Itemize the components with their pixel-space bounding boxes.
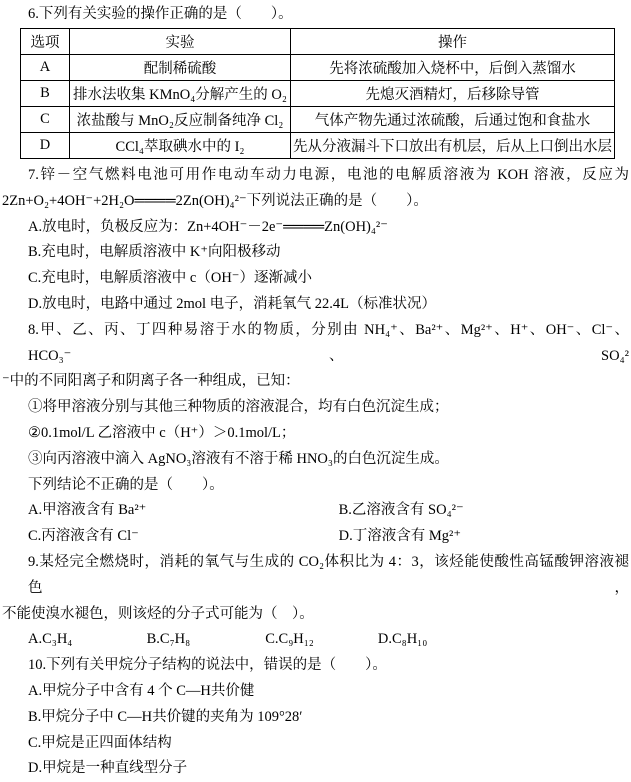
q8-ask: 下列结论不正确的是（ ）。	[28, 476, 224, 493]
q9-option-b: B.C₇H₈	[146, 631, 191, 648]
q6-row-c-experiment: 浓盐酸与 MnO₂反应制备纯净 Cl₂	[70, 107, 291, 133]
q6-row-b-experiment: 排水法收集 KMnO₄分解产生的 O₂	[70, 81, 291, 107]
q8-stem-line2: ⁻中的不同阳离子和阴离子各一种组成，已知：	[2, 373, 300, 390]
q10-option-b: B.甲烷分子中 C—H共价键的夹角为 109°28′	[28, 708, 303, 725]
q9-option-a: A.C₃H₄	[28, 631, 73, 648]
q6-table-row-b	[21, 81, 615, 107]
q9-options-row	[2, 627, 630, 653]
q9-option-d: D.C₈H₁₀	[377, 631, 428, 648]
q8-clue-2: ②0.1mol/L 乙溶液中 c（H⁺）＞0.1mol/L；	[28, 424, 296, 441]
q6-table-row-a	[21, 55, 615, 81]
q6-table-row-d	[21, 133, 615, 159]
q6-row-b-option: B	[21, 81, 70, 107]
q8-option-d: D.丁溶液含有 Mg²⁺	[338, 528, 461, 545]
q8-clue-1: ①将甲溶液分别与其他三种物质的溶液混合，均有白色沉淀生成；	[28, 399, 449, 416]
q7-stem-line1: 7.锌－空气燃料电池可用作电动车动力电源，电池的电解质溶液为 KOH 溶液，反应为	[28, 167, 629, 183]
q10-option-c: C.甲烷是正四面体结构	[28, 734, 172, 751]
q6-table-header-option: 选项	[21, 29, 70, 55]
q8-option-c: C.丙溶液含有 Cl⁻	[28, 528, 139, 545]
q8-option-a: A.甲溶液含有 Ba²⁺	[28, 502, 147, 519]
q6-row-d-experiment: CCl₄萃取碘水中的 I₂	[70, 133, 291, 159]
q6-table-header-row	[21, 29, 615, 55]
q7-stem-line2: 2Zn+O₂+4OH⁻+2H₂O════2Zn(OH)₄²⁻下列说法正确的是（ ）。	[2, 192, 428, 209]
q8-option-b: B.乙溶液含有 SO₄²⁻	[338, 502, 464, 519]
q10-option-d: D.甲烷是一种直线型分子	[28, 760, 188, 777]
q6-table-row-c	[21, 107, 615, 133]
q8-stem-line1: 8.甲、乙、丙、丁四种易溶于水的物质，分别由 NH₄⁺、Ba²⁺、Mg²⁺、H⁺、OH⁻、Cl⁻、HCO₃⁻、SO₄²	[28, 321, 629, 364]
q8-options-row-1	[2, 498, 630, 524]
q6-row-a-operation: 先将浓硫酸加入烧杯中，后倒入蒸馏水	[291, 55, 615, 81]
q8-options-row-2	[2, 524, 630, 550]
q6-table-header-operation: 操作	[291, 29, 615, 55]
q9-option-c: C.C₉H₁₂	[265, 631, 314, 648]
q10-stem: 10.下列有关甲烷分子结构的说法中，错误的是（ ）。	[28, 657, 387, 674]
q6-stem: 6.下列有关实验的操作正确的是（ ）。	[28, 6, 293, 22]
q6-table-header-experiment: 实验	[70, 29, 291, 55]
q6-row-a-option: A	[21, 55, 70, 81]
q9-stem-line2: 不能使溴水褪色，则该烃的分子式可能为（ ）。	[2, 605, 314, 622]
q6-row-a-experiment: 配制稀硫酸	[70, 55, 291, 81]
q7-option-a: A.放电时，负极反应为：Zn+4OH⁻－2e⁻════Zn(OH)₄²⁻	[28, 218, 388, 235]
q7-option-b: B.充电时，电解质溶液中 K⁺向阳极移动	[28, 244, 281, 261]
q7-option-d: D.放电时，电路中通过 2mol 电子，消耗氧气 22.4L（标准状况）	[28, 295, 437, 312]
q8-clue-3: ③向丙溶液中滴入 AgNO₃溶液有不溶于稀 HNO₃的白色沉淀生成。	[28, 450, 449, 467]
q7-option-c: C.充电时，电解质溶液中 c（OH⁻）逐渐减小	[28, 270, 312, 287]
q6-row-d-operation: 先从分液漏斗下口放出有机层，后从上口倒出水层	[291, 133, 615, 159]
q9-stem-line1: 9.某烃完全燃烧时，消耗的氧气与生成的 CO₂体积比为 4：3，该烃能使酸性高锰酸钾溶液褪色，	[28, 553, 629, 596]
q6-row-d-option: D	[21, 133, 70, 159]
q6-row-c-option: C	[21, 107, 70, 133]
q6-row-b-operation: 先熄灭酒精灯，后移除导管	[291, 81, 615, 107]
q6-row-c-operation: 气体产物先通过浓硫酸，后通过饱和食盐水	[291, 107, 615, 133]
q6-table	[20, 28, 615, 159]
q10-option-a: A.甲烷分子中含有 4 个 C—H共价健	[28, 682, 255, 699]
